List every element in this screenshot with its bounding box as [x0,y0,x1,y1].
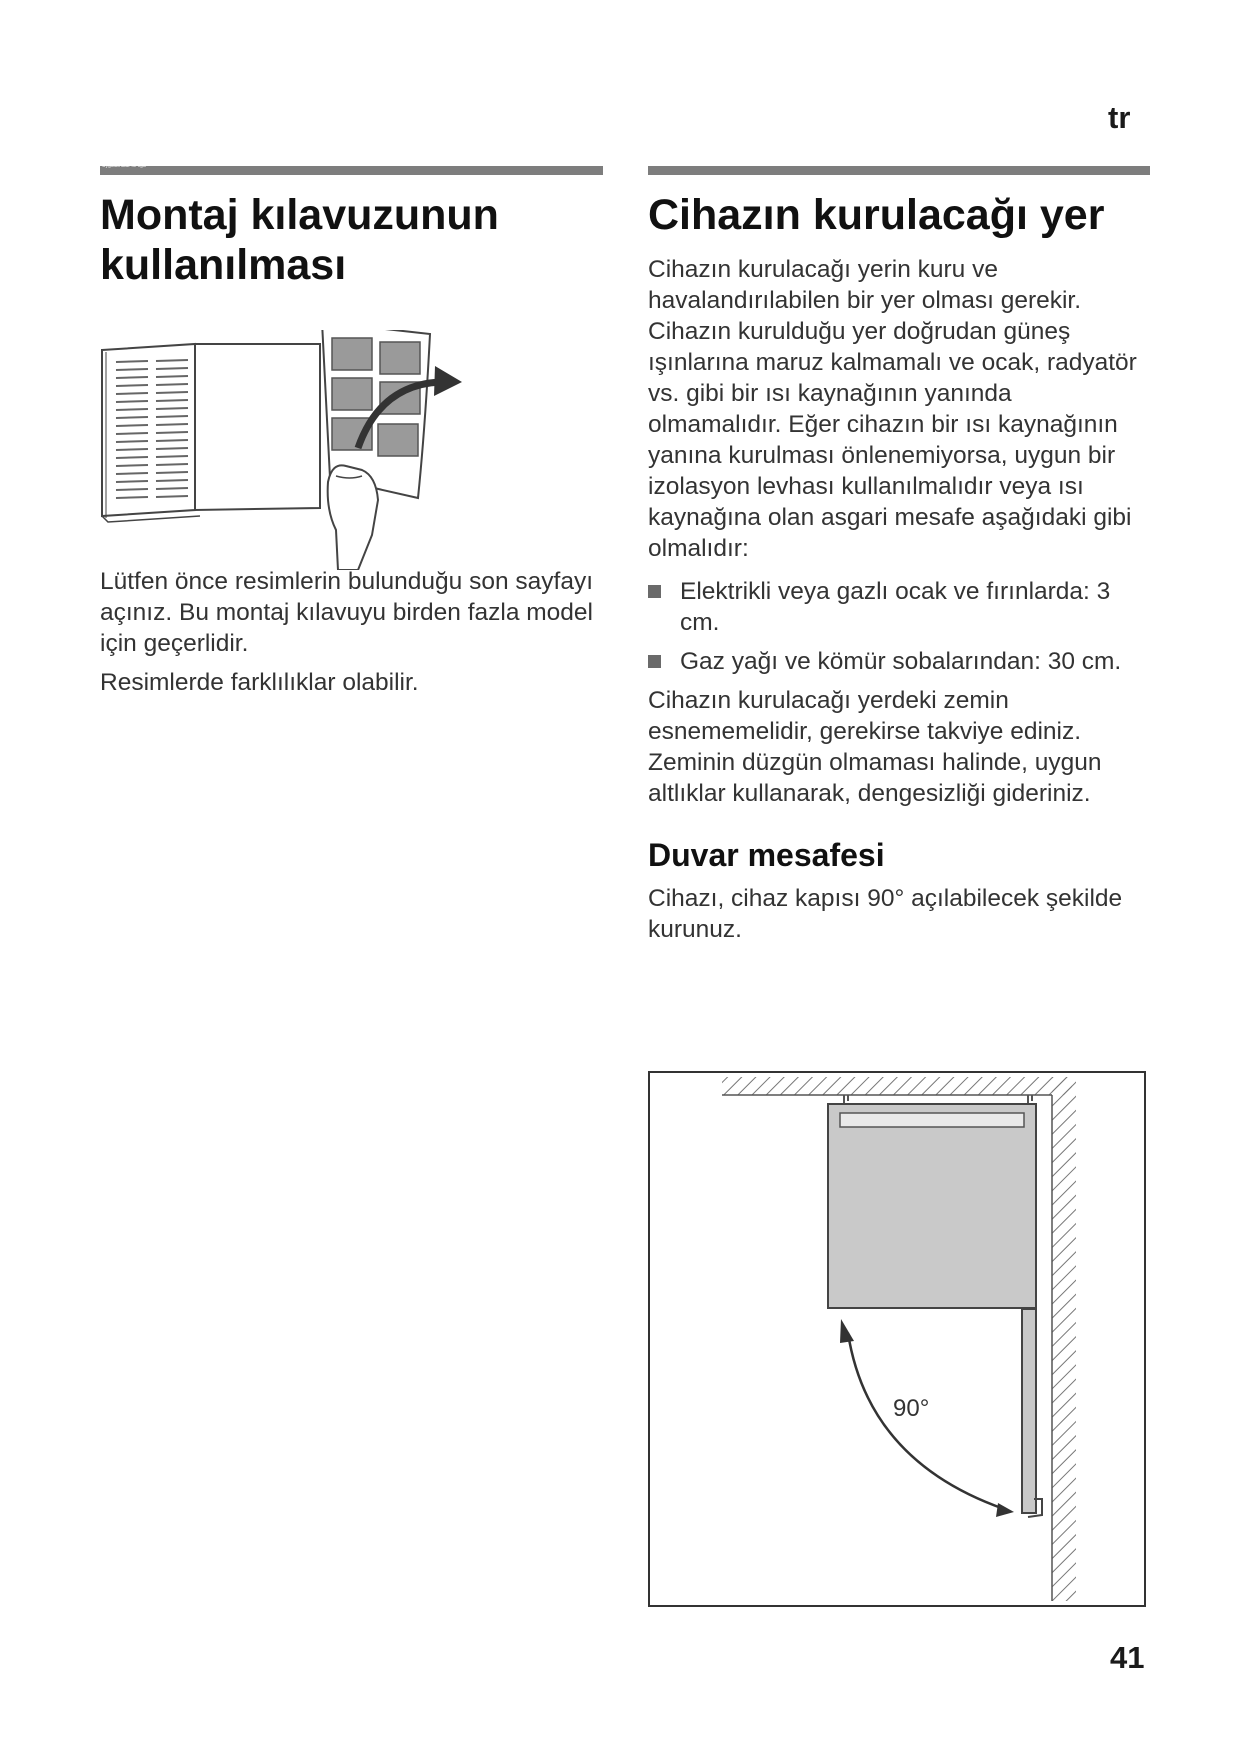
left-paragraph-1: Lütfen önce resimlerin bulunduğu son sayfayı açınız. Bu montaj kılavuyu birden fazla model için geçerlidir. [100,568,594,657]
right-paragraph-2: Cihazın kurulacağı yerdeki zemin esnememelidir, gerekirse takviye ediniz. Zeminin düzgün olmaması halinde, uygun altlıklar kullanarak, dengesizliği gideriniz. [648,687,1102,807]
right-column [648,190,1148,945]
section-rule-right [648,166,1150,175]
list-item-text: Elektrikli veya gazlı ocak ve fırınlarda: 3 cm. [680,578,1111,636]
left-body [100,566,600,698]
clearance-list [648,576,1148,677]
list-item-text: Gaz yağı ve kömür sobalarından: 30 cm. [680,648,1122,675]
page-number: 41 [1110,1640,1145,1675]
left-section-title: Montaj kılavuzunun kullanılması [100,191,499,289]
right-subtitle: Duvar mesafesi [648,837,885,873]
list-item [648,646,1148,677]
square-bullet-icon [648,655,661,668]
right-section-title: Cihazın kurulacağı yer [648,191,1105,239]
right-paragraph-1: Cihazın kurulacağı yerin kuru ve havalandırılabilen bir yer olması gerekir. Cihazın kurulduğu yer doğrudan güneş ışınlarına maruz kalmamalı ve ocak, radyatör vs. gibi bir ısı kaynağının yanında olmamalıdır. Eğer cihazın bir ısı kaynağının yanına kurulması önlenemiyorsa, uygun bir izolasyon levhası kullanılmalıdır veya ısı kaynağına olan asgari mesafe aşağıdaki gibi olmalıdır: [648,256,1137,562]
angle-label: 90° [893,1395,930,1422]
section-rule-left [100,166,603,175]
open-manual-illustration [100,330,470,570]
right-paragraph-3: Cihazı, cihaz kapısı 90° açılabilecek şekilde kurunuz. [648,885,1123,943]
left-column [100,190,600,290]
micro-label: Uygulamalar ile ilgili [102,163,147,169]
list-item [648,576,1148,638]
language-tag: tr [1108,100,1131,135]
square-bullet-icon [648,585,661,598]
left-paragraph-2: Resimlerde farklılıklar olabilir. [100,669,419,696]
wall-clearance-diagram [648,1071,1146,1607]
